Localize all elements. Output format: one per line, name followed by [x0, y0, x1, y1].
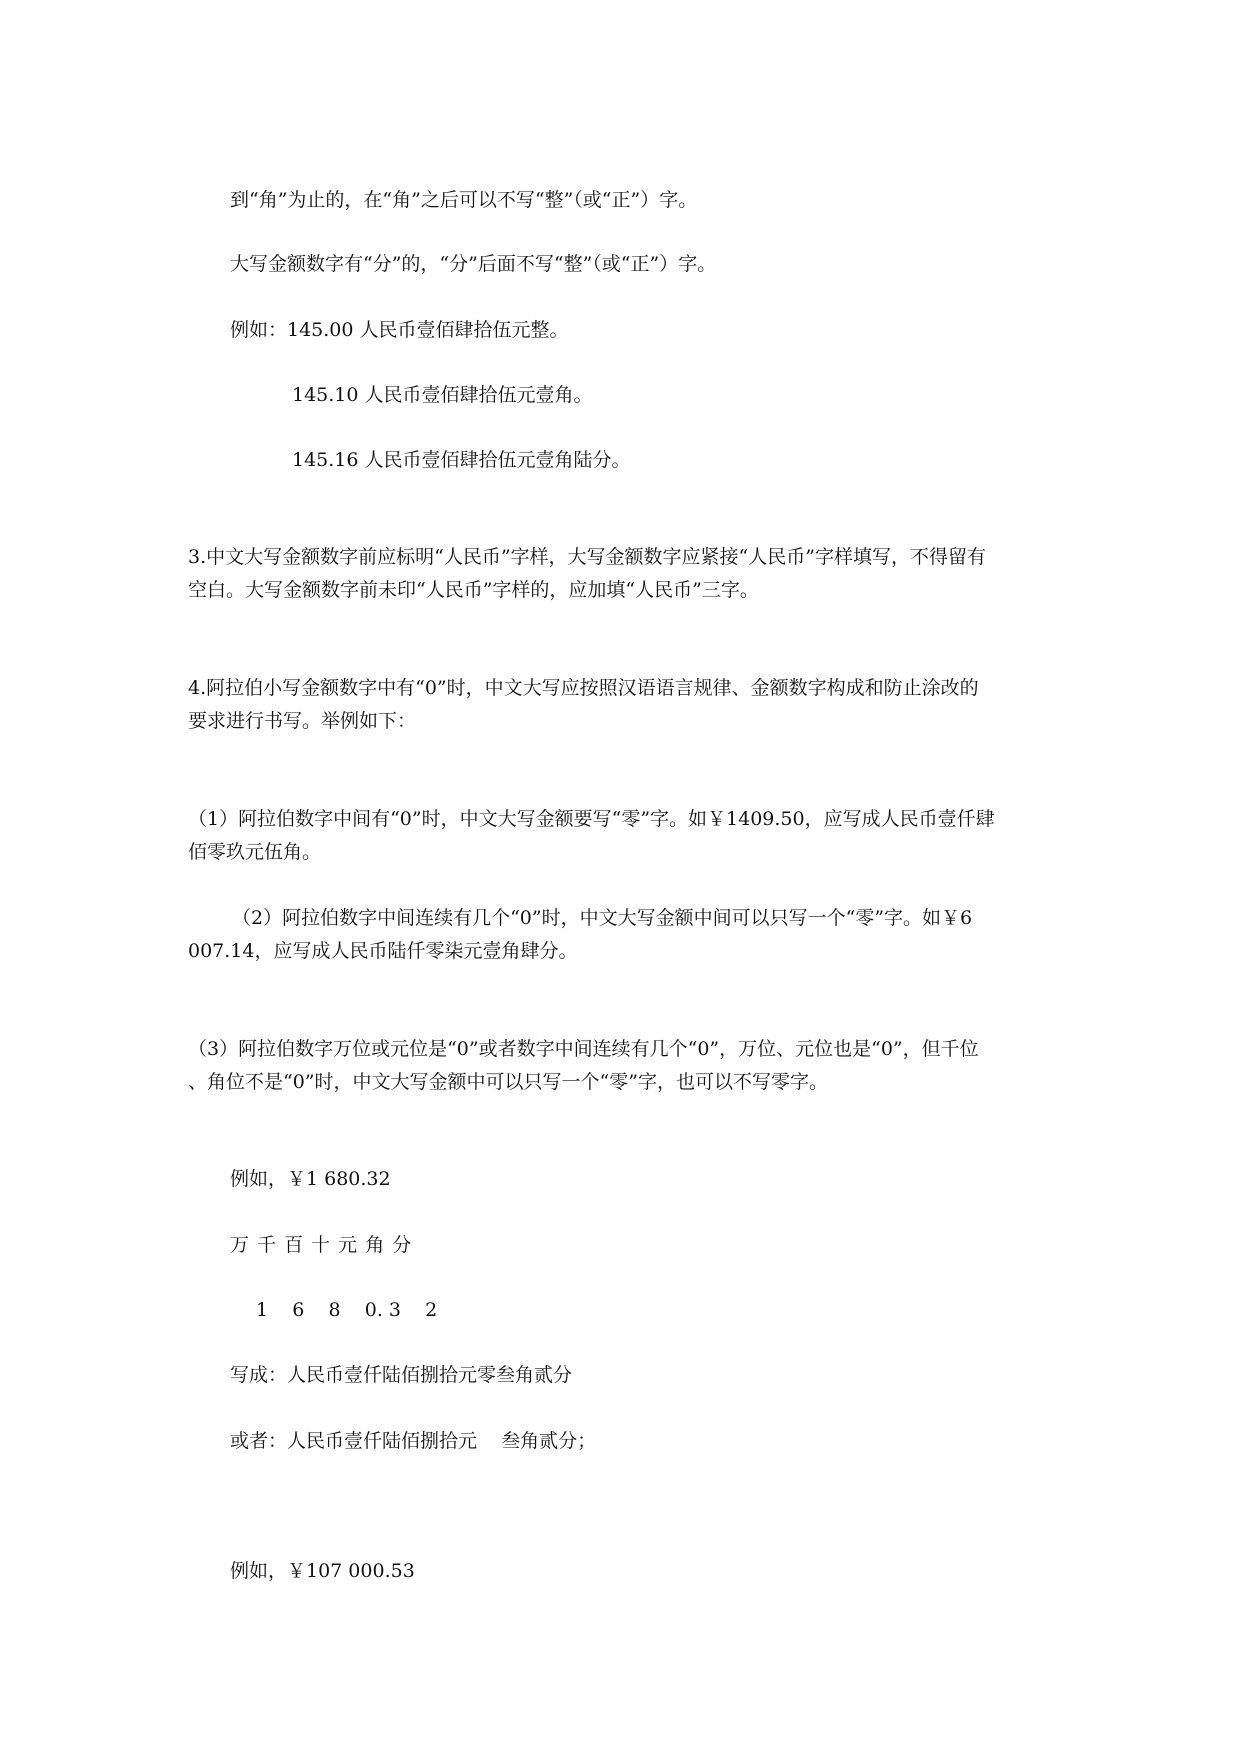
example-line: 或者：人民币壹仟陆佰捌拾元 叁角贰分；	[230, 1430, 597, 1452]
text-line: 例如：145.00 人民币壹佰肆拾伍元整。	[230, 319, 569, 341]
text-line: 145.10 人民币壹佰肆拾伍元壹角。	[292, 384, 593, 406]
place-value-digits: 1 6 8 0. 3 2	[256, 1299, 438, 1321]
paragraph-line: 3.中文大写金额数字前应标明“人民币”字样，大写金额数字应紧接“人民币”字样填写，不得留有	[188, 546, 986, 568]
paragraph-line: 、角位不是“0”时，中文大写金额中可以只写一个“零”字，也可以不写零字。	[188, 1071, 828, 1093]
paragraph-line: （1）阿拉伯数字中间有“0”时，中文大写金额要写“零”字。如￥1409.50，应写成人民币壹仟肆	[188, 808, 995, 830]
paragraph-line: （2）阿拉伯数字中间连续有几个“0”时，中文大写金额中间可以只写一个“零”字。如￥6	[232, 907, 973, 929]
text-line: 145.16 人民币壹佰肆拾伍元壹角陆分。	[292, 449, 631, 471]
paragraph-line: 4.阿拉伯小写金额数字中有“0”时，中文大写应按照汉语语言规律、金额数字构成和防止涂改的	[188, 677, 979, 699]
example-line: 写成：人民币壹仟陆佰捌拾元零叁角贰分	[230, 1364, 573, 1386]
place-value-header: 万 千 百 十 元 角 分	[230, 1234, 412, 1256]
paragraph-line: 空白。大写金额数字前未印“人民币”字样的，应加填“人民币”三字。	[188, 579, 759, 601]
example-line: 例如，￥1 680.32	[230, 1168, 391, 1190]
text-line: 大写金额数字有“分”的，“分”后面不写“整”（或“正”）字。	[230, 253, 717, 275]
example-line: 例如，￥107 000.53	[230, 1560, 415, 1582]
paragraph-line: （3）阿拉伯数字万位或元位是“0”或者数字中间连续有几个“0”，万位、元位也是“0”，但千位	[188, 1038, 979, 1060]
paragraph-line: 007.14，应写成人民币陆仟零柒元壹角肆分。	[188, 940, 578, 962]
paragraph-line: 佰零玖元伍角。	[188, 841, 322, 863]
text-line: 到“角”为止的，在“角”之后可以不写“整”（或“正”）字。	[230, 189, 698, 211]
paragraph-line: 要求进行书写。举例如下：	[188, 710, 417, 732]
